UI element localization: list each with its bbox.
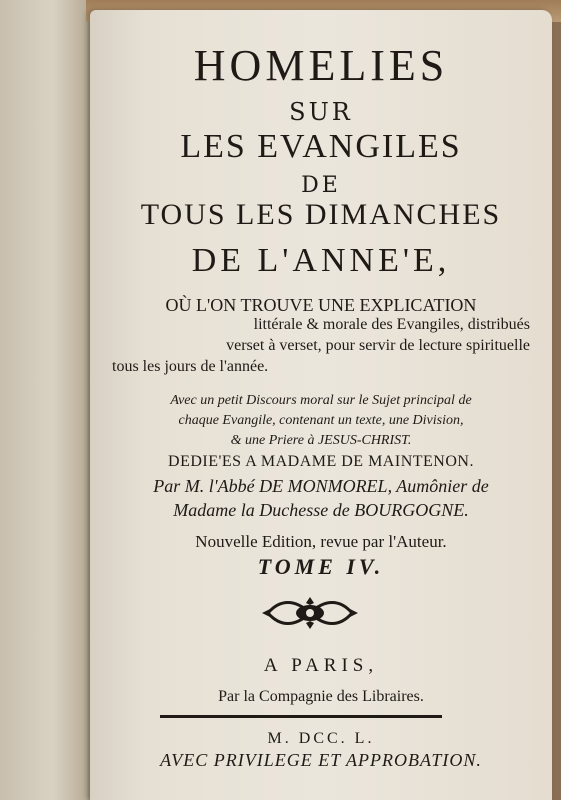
description-line-2: verset à verset, pour servir de lecture spirituelle [226,337,530,354]
author-line-2: Madame la Duchesse de BOURGOGNE. [173,500,469,520]
title-homelies: HOMELIES [193,41,449,90]
divider-rule [160,715,442,718]
dedication: DEDIE'ES A MADAME DE MAINTENON. [168,453,474,470]
discourse-line-1: Avec un petit Discours moral sur le Sujet principal de [170,393,472,408]
discourse-line-2: chaque Evangile, contenant un texte, une Division, [178,413,464,428]
privilege-notice: AVEC PRIVILEGE ET APPROBATION. [160,750,482,770]
edition-note: Nouvelle Edition, revue par l'Auteur. [195,532,447,551]
publisher: Par la Compagnie des Libraires. [218,688,424,705]
fleuron-ornament-icon [260,595,360,631]
title-sur: SUR [289,98,353,126]
publication-year: M. DCC. L. [267,730,375,747]
volume-number: TOME IV. [257,554,385,579]
title-annee: DE L'ANNE'E, [191,242,451,279]
title-evangiles: LES EVANGILES [180,128,462,165]
title-page [90,10,552,800]
author-line-1: Par M. l'Abbé DE MONMOREL, Aumônier de [153,476,489,496]
subtitle: OÙ L'ON TROUVE UNE EXPLICATION [165,295,477,315]
description-line-1: littérale & morale des Evangiles, distribués [253,316,530,333]
publication-place: A PARIS, [263,655,379,676]
facing-page [0,0,96,800]
title-dimanches: TOUS LES DIMANCHES [140,198,502,231]
discourse-line-3: & une Priere à JESUS-CHRIST. [230,433,412,448]
description-line-3: tous les jours de l'année. [112,358,269,375]
title-de: DE [301,173,341,198]
